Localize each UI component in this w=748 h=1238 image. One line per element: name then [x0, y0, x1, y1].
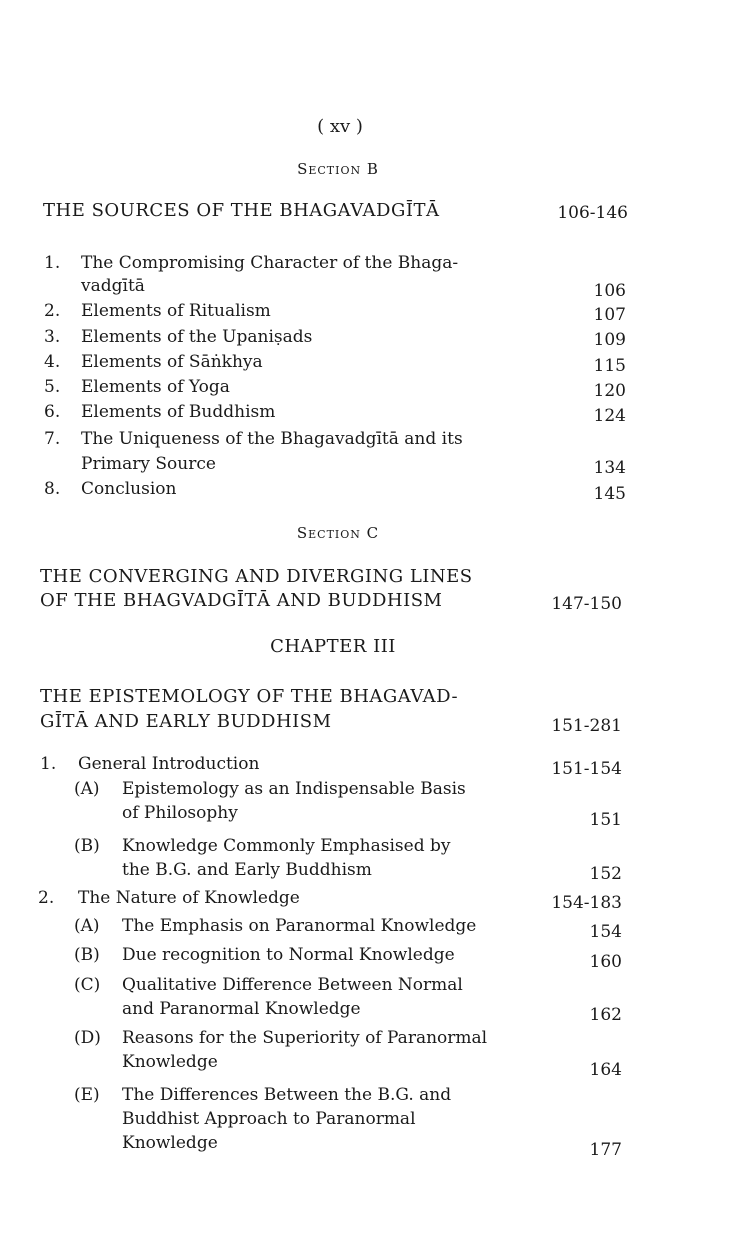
toc-subitem-text: the B.G. and Early Buddhism	[122, 860, 372, 880]
chapter-heading: CHAPTER III	[270, 636, 396, 657]
toc-item-number: 6.	[44, 402, 61, 422]
toc-subitem-page: 151	[589, 810, 622, 830]
toc-item-page: 120	[593, 381, 626, 401]
toc-subitem-label: (A)	[74, 916, 100, 936]
toc-item-page: 145	[593, 484, 626, 504]
toc-subitem-label: (C)	[74, 975, 101, 995]
toc-item-page: 154-183	[551, 893, 622, 913]
toc-subitem-label: (A)	[74, 779, 100, 799]
chapter-title: THE EPISTEMOLOGY OF THE BHAGAVAD-	[40, 686, 459, 707]
toc-item-page: 107	[593, 305, 626, 325]
toc-subitem-text: Qualitative Difference Between Normal	[122, 975, 463, 995]
toc-item-text: Elements of Ritualism	[81, 301, 271, 321]
toc-item-number: 1.	[44, 253, 61, 273]
toc-subitem-label: (E)	[74, 1085, 100, 1105]
chapter-pages: 151-281	[551, 716, 622, 736]
page-number: ( xv )	[317, 116, 363, 137]
toc-subitem-label: (B)	[74, 945, 100, 965]
toc-item-text: Elements of Sāṅkhya	[81, 352, 263, 372]
toc-item-page: 134	[593, 458, 626, 478]
toc-item-page: 151-154	[551, 759, 622, 779]
section-c-title: OF THE BHAGVADGĪTĀ AND BUDDHISM	[40, 590, 443, 611]
toc-subitem-page: 160	[589, 952, 622, 972]
toc-item-page: 124	[593, 406, 626, 426]
section-c-title: THE CONVERGING AND DIVERGING LINES	[40, 566, 473, 587]
section-c-pages: 147-150	[551, 594, 622, 614]
toc-subitem-text: Knowledge Commonly Emphasised by	[122, 836, 451, 856]
toc-item-text: General Introduction	[78, 754, 260, 774]
section-b-title: THE SOURCES OF THE BHAGAVADGĪTĀ	[43, 200, 440, 221]
toc-item-text: Elements of Yoga	[81, 377, 230, 397]
toc-item-number: 1.	[40, 754, 57, 774]
toc-subitem-text: The Emphasis on Paranormal Knowledge	[122, 916, 477, 936]
toc-item-number: 2.	[44, 301, 61, 321]
toc-item-text: The Compromising Character of the Bhaga-	[81, 253, 459, 273]
toc-item-text: Elements of the Upaniṣads	[81, 327, 313, 347]
toc-subitem-text: The Differences Between the B.G. and	[122, 1085, 452, 1105]
toc-subitem-text: Knowledge	[122, 1133, 218, 1153]
toc-subitem-text: Epistemology as an Indispensable Basis	[122, 779, 466, 799]
toc-subitem-text: of Philosophy	[122, 803, 238, 823]
toc-item-number: 5.	[44, 377, 61, 397]
toc-item-page: 109	[593, 330, 626, 350]
toc-subitem-text: Buddhist Approach to Paranormal	[122, 1109, 416, 1129]
toc-subitem-page: 154	[589, 922, 622, 942]
toc-item-text: Elements of Buddhism	[81, 402, 276, 422]
toc-subitem-label: (B)	[74, 836, 100, 856]
section-b-label: Section B	[297, 160, 379, 178]
section-b-pages: 106-146	[557, 203, 628, 223]
toc-item-number: 3.	[44, 327, 61, 347]
toc-subitem-text: and Paranormal Knowledge	[122, 999, 361, 1019]
section-c-label: Section C	[296, 524, 380, 542]
chapter-title: GĪTĀ AND EARLY BUDDHISM	[40, 711, 332, 732]
toc-item-text: Conclusion	[81, 479, 177, 499]
toc-subitem-label: (D)	[74, 1028, 101, 1048]
toc-item-text: The Uniqueness of the Bhagavadgītā and its	[81, 429, 463, 449]
toc-subitem-text: Knowledge	[122, 1052, 218, 1072]
toc-subitem-text: Due recognition to Normal Knowledge	[122, 945, 455, 965]
toc-item-page: 115	[593, 356, 626, 376]
toc-subitem-page: 162	[589, 1005, 622, 1025]
toc-item-text: Primary Source	[81, 454, 216, 474]
toc-item-number: 4.	[44, 352, 61, 372]
toc-item-number: 2.	[38, 888, 55, 908]
toc-subitem-page: 177	[589, 1140, 622, 1160]
toc-item-page: 106	[593, 281, 626, 301]
toc-item-text: vadgītā	[81, 276, 145, 296]
toc-subitem-page: 152	[589, 864, 622, 884]
toc-item-text: The Nature of Knowledge	[78, 888, 300, 908]
toc-item-number: 8.	[44, 479, 61, 499]
toc-item-number: 7.	[44, 429, 61, 449]
toc-subitem-text: Reasons for the Superiority of Paranormal	[122, 1028, 488, 1048]
toc-subitem-page: 164	[589, 1060, 622, 1080]
